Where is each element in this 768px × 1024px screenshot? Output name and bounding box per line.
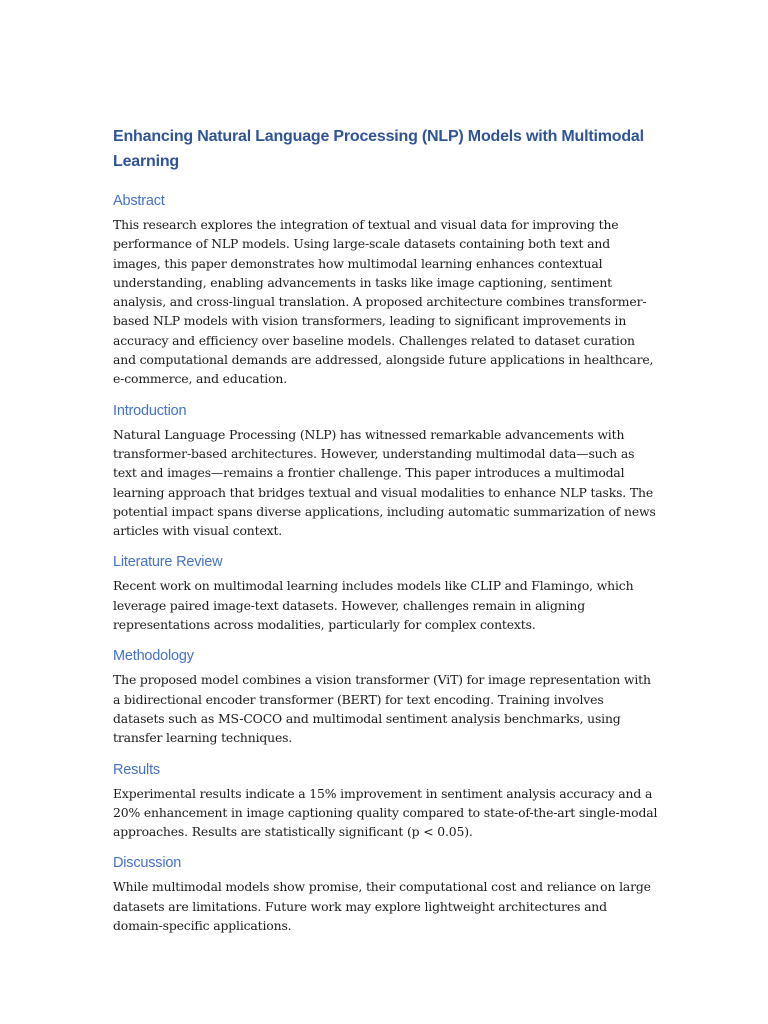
section-discussion	[113, 854, 658, 935]
section-methodology	[113, 647, 658, 747]
section-body-abstract: This research explores the integration of textual and visual data for improving the performance of NLP models. Using large-scale datasets containing both text and images, this paper demonstrates how multimodal learning enhances contextual understanding, enabling advancements in tasks like image captioning, sentiment analysis, and cross-lingual translation. A proposed architecture combines transformer-based NLP models with vision transformers, leading to significant improvements in accuracy and efficiency over baseline models. Challenges related to dataset curation and computational demands are addressed, alongside future applications in healthcare, e-commerce, and education.	[113, 217, 654, 387]
section-body-results: Experimental results indicate a 15% improvement in sentiment analysis accuracy and a 20% enhancement in image captioning quality compared to state-of-the-art single-modal approaches. Results are statistically significant (p < 0.05).	[113, 785, 658, 840]
section-heading-literature-review: Literature Review	[113, 554, 223, 571]
section-literature-review	[113, 553, 658, 634]
section-body-literature-review: Recent work on multimodal learning includes models like CLIP and Flamingo, which leverage paired image-text datasets. However, challenges remain in aligning representations across modalities, particularly for complex contexts.	[113, 578, 634, 633]
document-title: Enhancing Natural Language Processing (NLP) Models with Multimodal Learning	[113, 128, 644, 170]
section-results	[113, 761, 658, 842]
section-heading-abstract: Abstract	[113, 193, 165, 209]
section-abstract	[113, 192, 658, 389]
section-heading-discussion: Discussion	[113, 855, 182, 872]
section-body-discussion: While multimodal models show promise, their computational cost and reliance on large datasets are limitations. Future work may explore lightweight architectures and domain-specific applications.	[113, 879, 651, 934]
section-body-introduction: Natural Language Processing (NLP) has witnessed remarkable advancements with transformer-based architectures. However, understanding multimodal data—such as text and images—remains a frontier challenge. This paper introduces a multimodal learning approach that bridges textual and visual modalities to enhance NLP tasks. The potential impact spans diverse applications, including automatic summarization of news articles with visual context.	[113, 426, 656, 539]
section-body-methodology: The proposed model combines a vision transformer (ViT) for image representation with a bidirectional encoder transformer (BERT) for text encoding. Training involves datasets such as MS-COCO and multimodal sentiment analysis benchmarks, using transfer learning techniques.	[113, 672, 651, 746]
document-page	[113, 124, 658, 948]
section-introduction	[113, 402, 658, 541]
section-heading-methodology: Methodology	[113, 648, 194, 665]
section-heading-results: Results	[113, 761, 160, 778]
section-heading-introduction: Introduction	[113, 402, 187, 419]
